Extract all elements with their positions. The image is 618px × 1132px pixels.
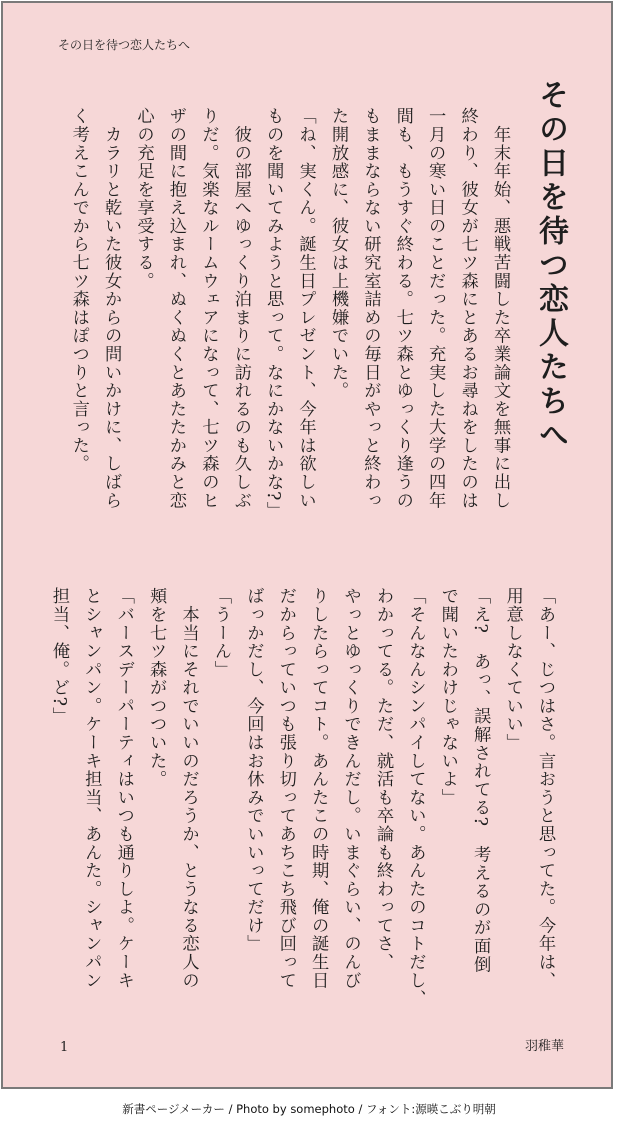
page-number: 1: [60, 1040, 69, 1055]
body-text-lower: 「あー、じつはさ。言おうと思ってた。今年は、 用意しなくていい」 「え? あっ、誤解されてる? 考えるのが面倒 で聞いたわけじゃないよ」 「そんなんシンパイしてない。あんたのコトだし、 わかってる。ただ、就活も卒論も終わってさ、 やっとゆっくりできんだし。いまぐらい、のんび りしたらってコト。あんたこの時期、俺の誕生日 だからっていつも張り切ってあちこち飛び回って ばっかだし、今回はお休みでいいってだけ」 「うーん」 本当にそれでいいのだろうか、とうなる恋人の 頬を七ツ森がつついた。 「バースデーパーティはいつも通りしよ。ケーキ とシャンパン。ケーキ担当、あんた。シャンパン 担当、俺。ど?」: [48, 587, 555, 1008]
running-head: その日を待つ恋人たちへ: [58, 38, 191, 52]
body-text-upper: 年末年始、悪戦苦闘した卒業論文を無事に出し 終わり、彼女が七ツ森にとあるお尋ねをしたのは 一月の寒い日のことだった。充実した大学の四年 間も、もうすぐ終わる。七ツ森とゆっくり逢うの もままならない研究室詰めの毎日がやっと終わっ た開放感に、彼女は上機嫌でいた。 「ね、実くん。誕生日プレゼント、今年は欲しい ものを聞いてみようと思って。なにかないかな?」 彼の部屋へゆっくり泊まりに訪れるのも久しぶ りだ。気楽なルームウェアになって、七ツ森のヒ ザの間に抱え込まれ、ぬくぬくとあたたかみと恋 心の充足を享受する。 カラリと乾いた彼女からの問いかけに、しばら く考えこんでから七ツ森はぽつりと言った。: [68, 107, 510, 520]
author-name: 羽稚華: [525, 1039, 565, 1054]
page-title: その日を待つ恋人たちへ: [533, 79, 568, 453]
credit-line: 新書ページメーカー / Photo by somephoto / フォント:源暎こぶり明朝: [122, 1102, 496, 1116]
book-page: [1, 1, 613, 1089]
